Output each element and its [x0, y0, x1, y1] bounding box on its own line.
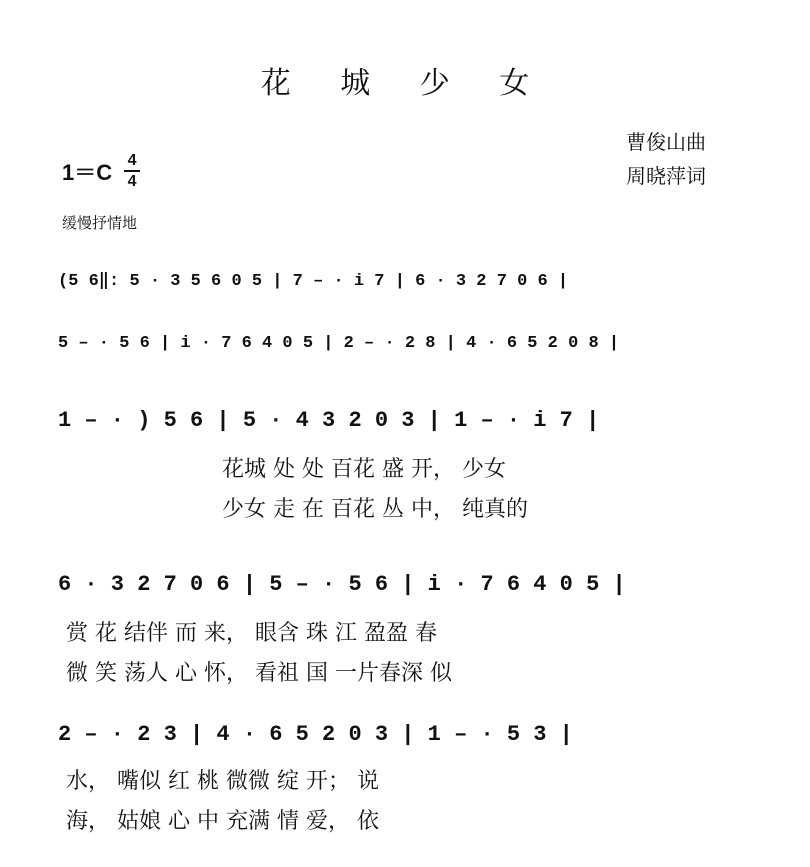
- composer-credit: 曹俊山曲: [626, 130, 706, 154]
- lyric-line-3-verse-2: 少女 走 在 百花 丛 中， 纯真的: [222, 497, 528, 522]
- time-signature-bottom: 4: [127, 173, 137, 190]
- key-time-signature: [62, 152, 140, 190]
- time-signature: [124, 152, 140, 190]
- lyric-line-4-verse-2: 微 笑 荡人 心 怀， 看祖 国 一片春深 似: [66, 661, 452, 686]
- lyric-line-4-verse-1: 赏 花 结伴 而 来， 眼含 珠 江 盈盈 春: [66, 621, 437, 646]
- notation-line-5: 2 – · 2 3 | 4 · 6 5 2 0 3 | 1 – · 5 3 |: [58, 722, 573, 747]
- notation-line-4: 6 · 3 2 7 0 6 | 5 – · 5 6 | i · 7 6 4 0 5 |: [58, 572, 626, 597]
- notation-line-2: 5 – · 5 6 | i · 7 6 4 0 5 | 2 – · 2 8 | 4 · 6 5 2 0 8 |: [58, 334, 620, 353]
- lyric-line-5-verse-2: 海， 姑娘 心 中 充满 情 爱， 依: [66, 809, 379, 834]
- song-title: 花 城 少 女: [260, 66, 550, 101]
- lyricist-credit: 周晓萍词: [626, 164, 706, 188]
- key-signature: 1＝C: [62, 159, 113, 185]
- time-signature-top: 4: [127, 152, 137, 169]
- time-signature-line: [124, 170, 140, 172]
- lyric-line-3-verse-1: 花城 处 处 百花 盛 开， 少女: [222, 457, 506, 482]
- lyric-line-5-verse-1: 水， 嘴似 红 桃 微微 绽 开； 说: [66, 769, 379, 794]
- tempo-marking: 缓慢抒情地: [62, 214, 138, 232]
- notation-line-3: 1 – · ) 5 6 | 5 · 4 3 2 0 3 | 1 – · i 7 |: [58, 408, 600, 433]
- notation-line-1: (5 6‖: 5 · 3 5 6 0 5 | 7 – · i 7 | 6 · 3 2 7 0 6 |: [58, 272, 569, 291]
